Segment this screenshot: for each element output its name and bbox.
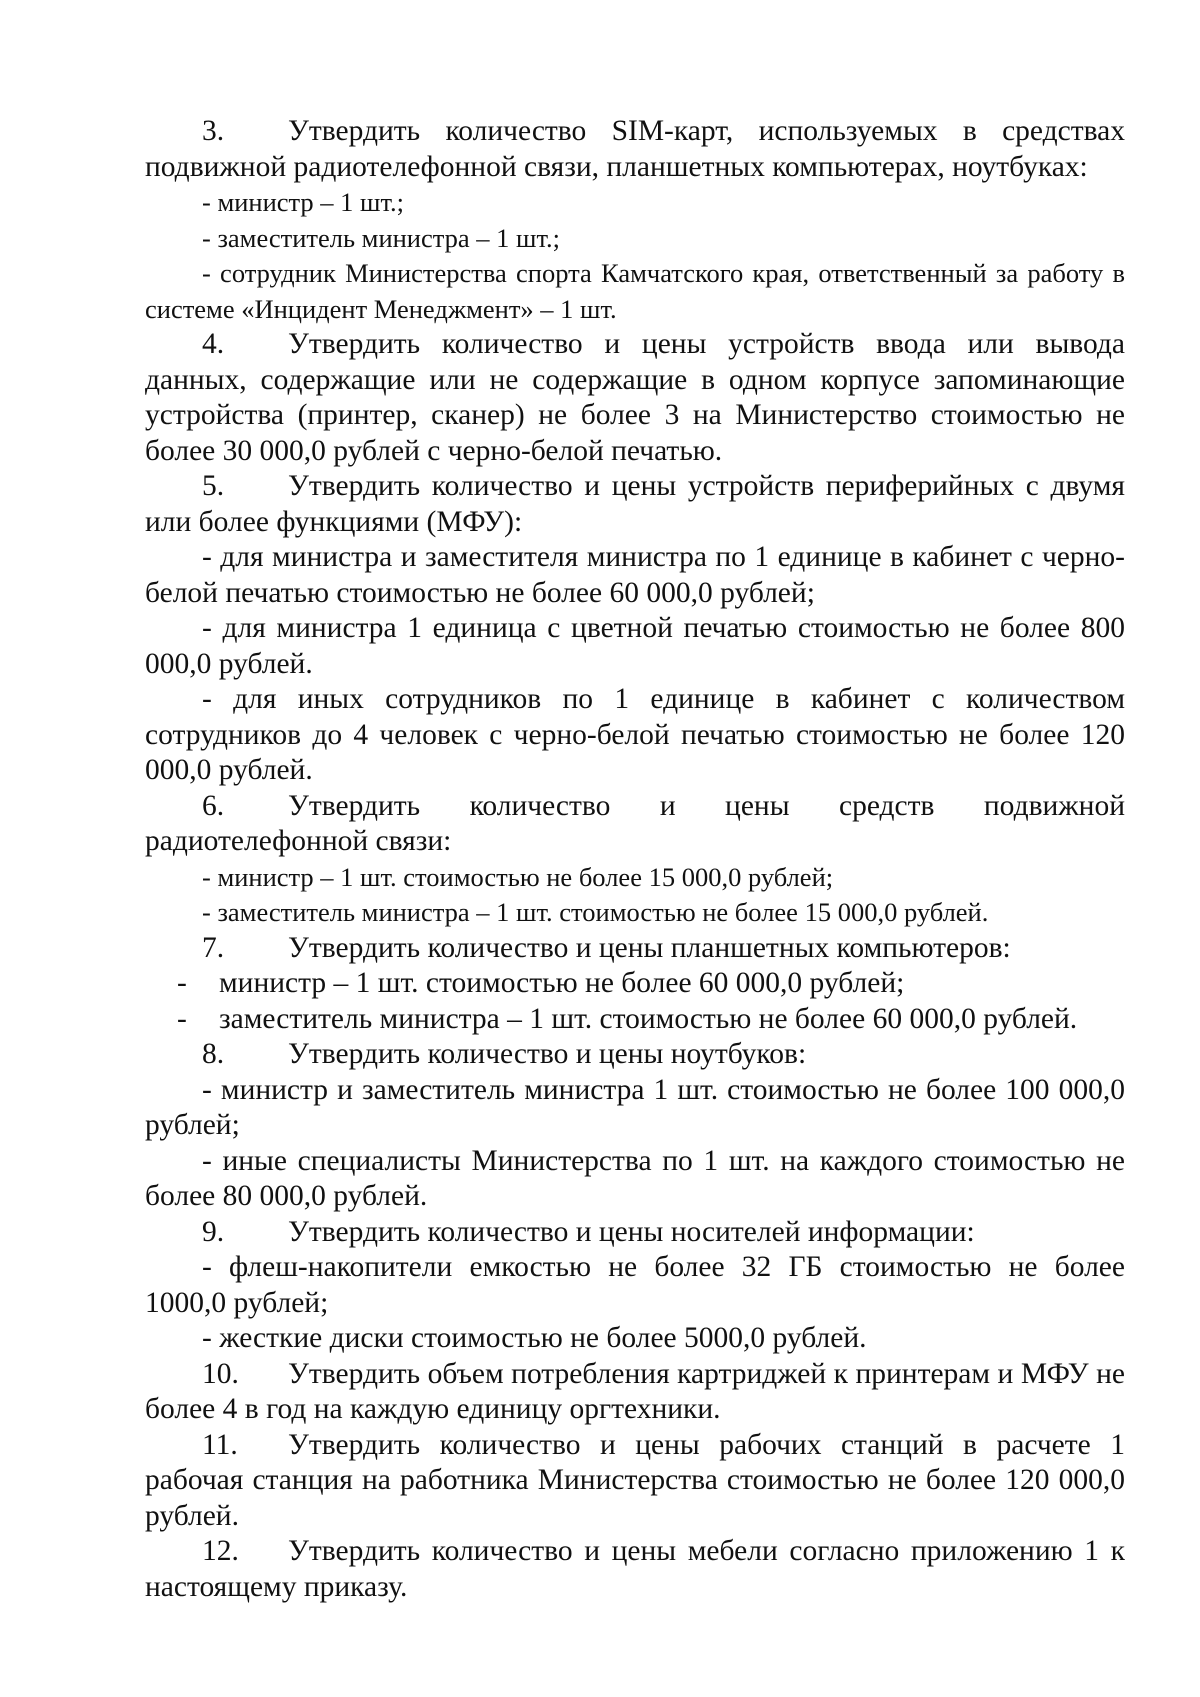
list-item: - заместитель министра – 1 шт. стоимостью не более 15 000,0 рублей.	[202, 897, 989, 927]
list-item: - сотрудник Министерства спорта Камчатского края, ответственный за работу в системе «Инцидент Менеджмент» – 1 шт.	[145, 258, 1125, 324]
paragraph-text: Утвердить объем потребления картриджей к принтерам и МФУ не более 4 в год на каждую единицу оргтехники.	[145, 1357, 1125, 1425]
paragraph-number: 7.	[202, 931, 225, 964]
paragraph-10	[145, 1357, 1125, 1428]
dash-marker: -	[177, 1002, 187, 1035]
list-item: - иные специалисты Министерства по 1 шт. на каждого стоимостью не более 80 000,0 рублей.	[145, 1144, 1125, 1212]
dash-marker: -	[177, 967, 187, 999]
paragraph-text: Утвердить количество и цены средств подвижной	[288, 789, 1125, 822]
paragraph-number: 9.	[202, 1215, 225, 1248]
paragraph-number: 11.	[202, 1428, 238, 1461]
paragraph-text: Утвердить количество и цены устройств ввода или вывода данных, содержащие или не содержащие в одном корпусе запоминающие устройства (принтер, сканер) не более 3 на Министерство стоимостью не более 30 000,0 рублей с черно-белой печатью.	[145, 328, 1125, 467]
list-item: - министр – 1 шт.;	[202, 187, 405, 217]
list-item: - министр и заместитель министра 1 шт. стоимостью не более 100 000,0 рублей;	[145, 1073, 1125, 1141]
paragraph-12	[145, 1534, 1125, 1605]
document-page	[145, 114, 1125, 1605]
paragraph-number: 10.	[202, 1357, 239, 1390]
list-item: - для иных сотрудников по 1 единице в кабинет с количеством сотрудников до 4 человек с черно-белой печатью стоимостью не более 120 000,0 рублей.	[145, 683, 1125, 786]
list-item	[145, 966, 1125, 1002]
list-item: - для министра и заместителя министра по 1 единице в кабинет с черно-белой печатью стоимостью не более 60 000,0 рублей;	[145, 541, 1125, 609]
list-item: - жесткие диски стоимостью не более 5000,0 рублей.	[202, 1322, 867, 1354]
paragraph-6-continuation: радиотелефонной связи:	[145, 825, 452, 857]
list-item: - заместитель министра – 1 шт.;	[202, 222, 561, 253]
paragraph-number: 5.	[202, 470, 225, 502]
list-item: - для министра 1 единица с цветной печатью стоимостью не более 800 000,0 рублей.	[145, 612, 1125, 680]
list-item	[145, 1002, 1125, 1038]
paragraph-7	[145, 931, 1125, 967]
paragraph-4	[145, 327, 1125, 469]
paragraph-5	[145, 469, 1125, 540]
list-item: - министр – 1 шт. стоимостью не более 15 000,0 рублей;	[202, 861, 834, 892]
paragraph-number: 6.	[202, 789, 225, 822]
paragraph-9	[145, 1215, 1125, 1251]
list-item: - флеш-накопители емкостью не более 32 ГБ стоимостью не более 1000,0 рублей;	[145, 1251, 1125, 1319]
paragraph-number: 3.	[202, 115, 225, 147]
paragraph-3	[145, 114, 1125, 185]
paragraph-text: Утвердить количество и цены мебели согласно приложению 1 к настоящему приказу.	[145, 1535, 1125, 1603]
paragraph-text: Утвердить количество SIM-карт, используемых в средствах подвижной радиотелефонной связи, планшетных компьютерах, ноутбуках:	[145, 115, 1125, 183]
paragraph-6	[145, 789, 1125, 825]
paragraph-number: 12.	[202, 1535, 239, 1567]
paragraph-text: Утвердить количество и цены ноутбуков:	[288, 1038, 807, 1070]
paragraph-text: Утвердить количество и цены носителей информации:	[288, 1215, 975, 1248]
paragraph-text: Утвердить количество и цены планшетных компьютеров:	[288, 931, 1011, 964]
paragraph-text: Утвердить количество и цены рабочих станций в расчете 1 рабочая станция на работника Министерства стоимостью не более 120 000,0 рублей.	[145, 1428, 1125, 1532]
list-item-text: заместитель министра – 1 шт. стоимостью не более 60 000,0 рублей.	[219, 1002, 1078, 1035]
paragraph-8	[145, 1037, 1125, 1073]
paragraph-text: Утвердить количество и цены устройств периферийных с двумя или более функциями (МФУ):	[145, 470, 1125, 538]
paragraph-number: 4.	[202, 328, 225, 360]
paragraph-number: 8.	[202, 1038, 225, 1070]
list-item-text: министр – 1 шт. стоимостью не более 60 000,0 рублей;	[219, 967, 905, 999]
paragraph-11	[145, 1428, 1125, 1535]
